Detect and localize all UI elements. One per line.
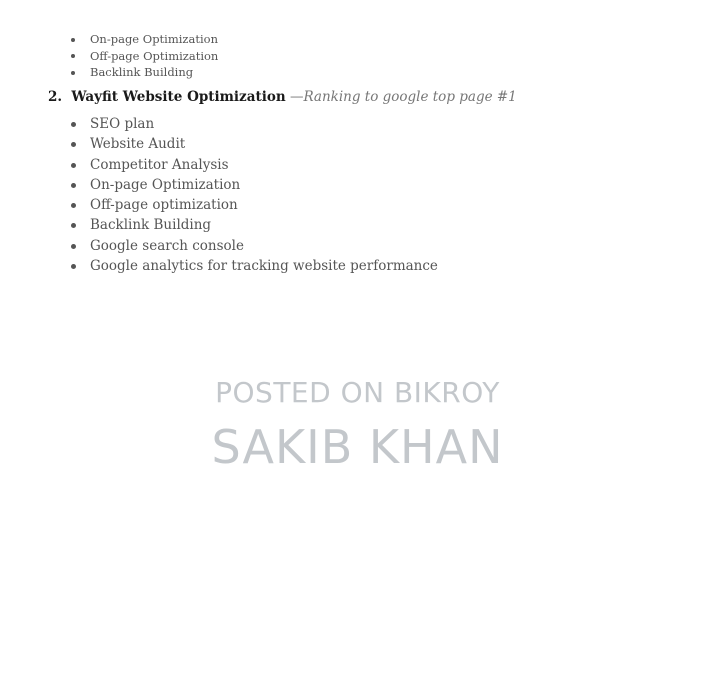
section-dash: — [289,89,304,105]
bullet-icon [71,163,76,168]
section-bullet-list [0,114,438,276]
bullet-icon [71,38,75,42]
bullet-icon [71,54,75,58]
list-item-text: Backlink Building [90,217,212,234]
list-item-text: Website Audit [90,136,186,153]
list-item-text: Competitor Analysis [90,156,229,173]
list-item [0,256,438,276]
section-title: Wayfit Website Optimization [71,89,286,105]
bullet-icon [71,203,76,208]
watermark-author: SAKIB KHAN [211,420,504,474]
list-item-text: Google search console [90,237,244,254]
list-item [0,175,438,195]
list-item [0,114,438,134]
list-item [0,64,218,81]
bullet-icon [71,183,76,188]
list-item-text: Off-page Optimization [90,48,219,63]
list-item-text: Backlink Building [90,65,194,79]
list-item [0,134,438,154]
list-item [0,215,438,235]
section-heading [48,87,517,107]
list-item [0,31,218,48]
list-item-text: On-page Optimization [90,176,241,193]
bullet-icon [71,264,76,269]
bullet-icon [71,71,75,75]
bullet-icon [71,223,76,228]
section-subtitle: Ranking to google top page #1 [303,89,517,105]
list-item-text: On-page Optimization [90,32,218,46]
list-item [0,48,218,65]
list-item [0,195,438,215]
list-item-text: Off-page optimization [90,197,238,214]
watermark-posted-on: POSTED ON BIKROY [215,376,500,409]
bullet-icon [71,142,76,147]
list-item [0,155,438,175]
section-number: 2. [48,89,63,105]
bullet-icon [71,244,76,249]
list-item-text: SEO plan [90,116,155,132]
list-item [0,236,438,256]
list-item-text: Google analytics for tracking website performance [90,258,438,275]
previous-section-bullet-list [0,31,218,81]
bullet-icon [71,122,76,127]
